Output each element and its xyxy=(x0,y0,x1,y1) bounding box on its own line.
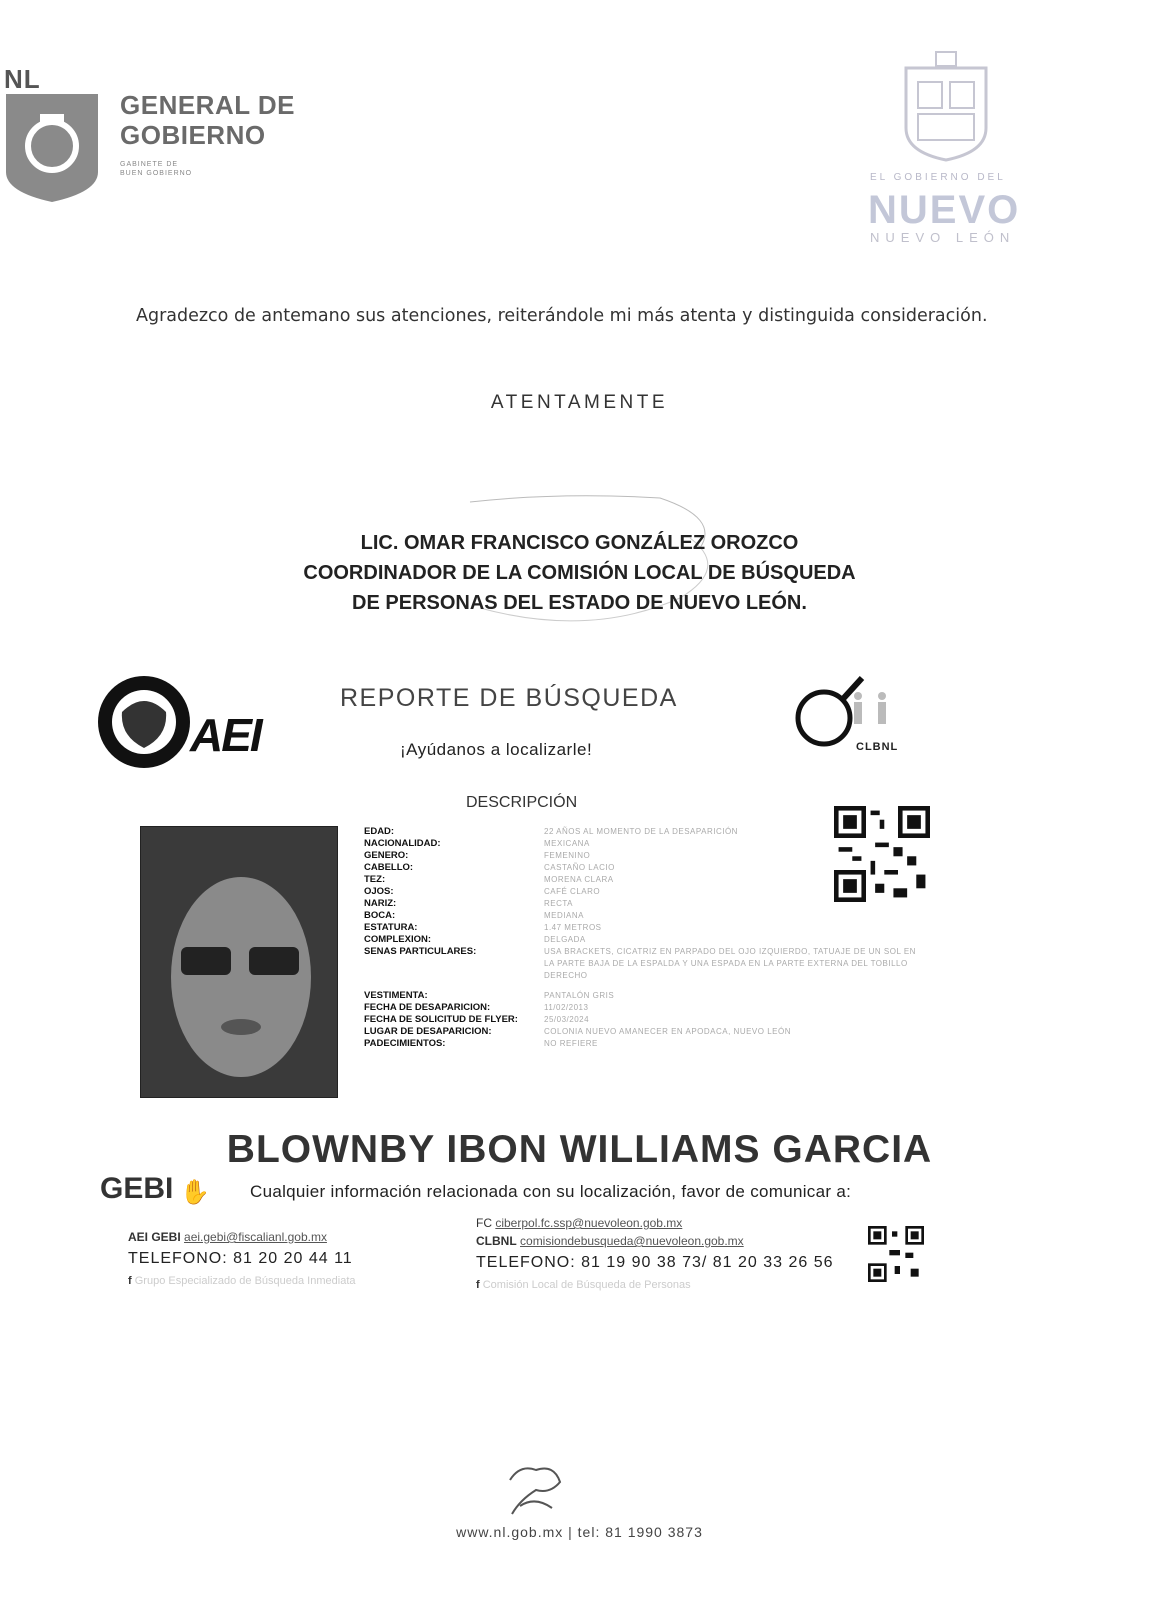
description-row xyxy=(364,922,924,934)
clbnl-facebook-link[interactable]: Comisión Local de Búsqueda de Personas xyxy=(482,1279,691,1291)
missing-person-photo xyxy=(140,826,338,1098)
description-label: NARIZ: xyxy=(364,898,397,909)
sign-language-hand-icon: ✋ xyxy=(180,1179,210,1206)
description-value: FEMENINO xyxy=(544,851,591,860)
description-label: NACIONALIDAD: xyxy=(364,838,441,849)
aei-facebook-link[interactable]: Grupo Especializado de Búsqueda Inmediata xyxy=(134,1275,356,1287)
description-value: MORENA CLARA xyxy=(544,875,614,884)
description-value: DELGADA xyxy=(544,935,586,944)
signer-block xyxy=(0,528,1159,618)
description-row xyxy=(364,874,924,886)
missing-person-name: BLOWNBY IBON WILLIAMS GARCIA xyxy=(226,1128,933,1171)
description-row xyxy=(364,862,924,874)
flyer-title: REPORTE DE BÚSQUEDA xyxy=(340,684,678,712)
description-value: MEDIANA xyxy=(544,911,584,920)
gov-small-caption: EL GOBIERNO DEL xyxy=(870,172,1006,183)
qr-code-small[interactable] xyxy=(868,1226,924,1282)
contact-fc-clbnl xyxy=(476,1214,834,1294)
nuevo-leon-caption: NUEVO LEÓN xyxy=(870,230,1016,245)
contact-aei-email-row xyxy=(128,1228,356,1246)
description-row xyxy=(364,850,924,862)
aei-phone: TELEFONO: 81 20 20 44 11 xyxy=(128,1250,353,1267)
description-label: OJOS: xyxy=(364,886,394,897)
coat-of-arms-icon xyxy=(898,48,994,164)
clbnl-email-link[interactable]: comisiondebusqueda@nuevoleon.gob.mx xyxy=(520,1234,744,1248)
nuevo-wordmark: NUEVO xyxy=(868,188,1021,232)
description-row xyxy=(364,898,924,910)
description-value: 22 AÑOS AL MOMENTO DE LA DESAPARICIÓN xyxy=(544,827,738,836)
aei-email-link[interactable]: aei.gebi@fiscalianl.gob.mx xyxy=(184,1230,327,1244)
description-value: NO REFIERE xyxy=(544,1039,598,1048)
org-subtitle-line1: GABINETE DE xyxy=(120,161,179,168)
contact-fc-email-row xyxy=(476,1214,834,1232)
closing-paragraph: Agradezco de antemano sus atenciones, reiterándole mi más atenta y distinguida consideración. xyxy=(136,306,988,326)
description-label: BOCA: xyxy=(364,910,396,921)
description-value: MEXICANA xyxy=(544,839,590,848)
footer-lion-crest-icon xyxy=(500,1460,570,1520)
clbnl-phone: TELEFONO: 81 19 90 38 73/ 81 20 33 26 56 xyxy=(476,1254,834,1271)
org-subtitle xyxy=(120,160,192,178)
flyer-subtitle: ¡Ayúdanos a localizarle! xyxy=(400,740,593,759)
description-value: CASTAÑO LACIO xyxy=(544,863,615,872)
description-row xyxy=(364,990,924,1002)
description-row xyxy=(364,1014,924,1026)
description-row xyxy=(364,1002,924,1014)
description-label: ESTATURA: xyxy=(364,922,418,933)
email-label: CLBNL xyxy=(476,1234,517,1248)
aei-wordmark: AEI xyxy=(190,709,261,761)
aei-facebook-row xyxy=(128,1272,356,1290)
description-value: RECTA xyxy=(544,899,574,908)
facebook-icon: f xyxy=(128,1275,132,1287)
gebi-logo: GEBI xyxy=(100,1172,174,1205)
nl-shield-logo xyxy=(4,92,100,204)
description-label: COMPLEXION: xyxy=(364,934,432,945)
description-label: SENAS PARTICULARES: xyxy=(364,946,477,957)
description-label: PADECIMIENTOS: xyxy=(364,1038,446,1049)
description-value: USA BRACKETS, CICATRIZ EN PARPADO DEL OJO IZQUIERDO, TATUAJE DE UN SOL EN LA PARTE BAJA DE LA ESPALDA Y UNA ESPADA EN LA PARTE EXTERNA DEL TOBILLO DERECHO xyxy=(544,947,916,980)
footer-contact: www.nl.gob.mx | tel: 81 1990 3873 xyxy=(456,1524,703,1540)
row-gap xyxy=(364,982,924,990)
salutation: ATENTAMENTE xyxy=(490,392,669,413)
email-label: FC xyxy=(476,1216,492,1230)
facebook-icon: f xyxy=(476,1279,480,1291)
fc-email-link[interactable]: ciberpol.fc.ssp@nuevoleon.gob.mx xyxy=(495,1216,683,1230)
description-row xyxy=(364,910,924,922)
clbnl-magnifier-logo xyxy=(790,672,920,762)
description-value: PANTALÓN GRIS xyxy=(544,991,615,1000)
org-title-line1: GENERAL DE xyxy=(120,90,295,120)
email-label: AEI GEBI xyxy=(128,1230,181,1244)
org-subtitle-line2: BUEN GOBIERNO xyxy=(120,170,193,177)
description-row xyxy=(364,886,924,898)
clbnl-label: CLBNL xyxy=(856,741,899,753)
description-row xyxy=(364,946,924,982)
description-row xyxy=(364,826,924,838)
description-value: 1.47 METROS xyxy=(544,923,602,932)
description-row xyxy=(364,1026,924,1038)
description-value: COLONIA NUEVO AMANECER EN APODACA, NUEVO LEÓN xyxy=(544,1027,791,1036)
description-label: GENERO: xyxy=(364,850,409,861)
contact-message: Cualquier información relacionada con su localización, favor de comunicar a: xyxy=(250,1182,852,1201)
description-value: 25/03/2024 xyxy=(544,1015,590,1024)
description-label: CABELLO: xyxy=(364,862,414,873)
signer-title-line2: DE PERSONAS DEL ESTADO DE NUEVO LEÓN. xyxy=(352,592,807,614)
contact-clbnl-email-row xyxy=(476,1232,834,1250)
description-value: CAFÉ CLARO xyxy=(544,887,601,896)
description-label: FECHA DE DESAPARICION: xyxy=(364,1002,491,1013)
contact-aei xyxy=(128,1228,356,1290)
description-label: FECHA DE SOLICITUD DE FLYER: xyxy=(364,1014,518,1025)
description-label: EDAD: xyxy=(364,826,395,837)
org-title xyxy=(120,90,295,150)
description-label: TEZ: xyxy=(364,874,386,885)
description-label: LUGAR DE DESAPARICION: xyxy=(364,1026,492,1037)
signer-name: LIC. OMAR FRANCISCO GONZÁLEZ OROZCO xyxy=(360,532,799,554)
clbnl-facebook-row xyxy=(476,1276,834,1294)
description-row xyxy=(364,838,924,850)
description-row xyxy=(364,1038,924,1050)
description-heading: DESCRIPCIÓN xyxy=(466,794,578,811)
description-label: VESTIMENTA: xyxy=(364,990,428,1001)
signer-title: COORDINADOR DE LA COMISIÓN LOCAL DE BÚSQUEDA xyxy=(303,562,856,584)
nl-mark: NL xyxy=(4,64,41,94)
org-title-line2: GOBIERNO xyxy=(120,120,266,150)
description-table xyxy=(364,826,924,1050)
description-row xyxy=(364,934,924,946)
description-value: 11/02/2013 xyxy=(544,1003,589,1012)
